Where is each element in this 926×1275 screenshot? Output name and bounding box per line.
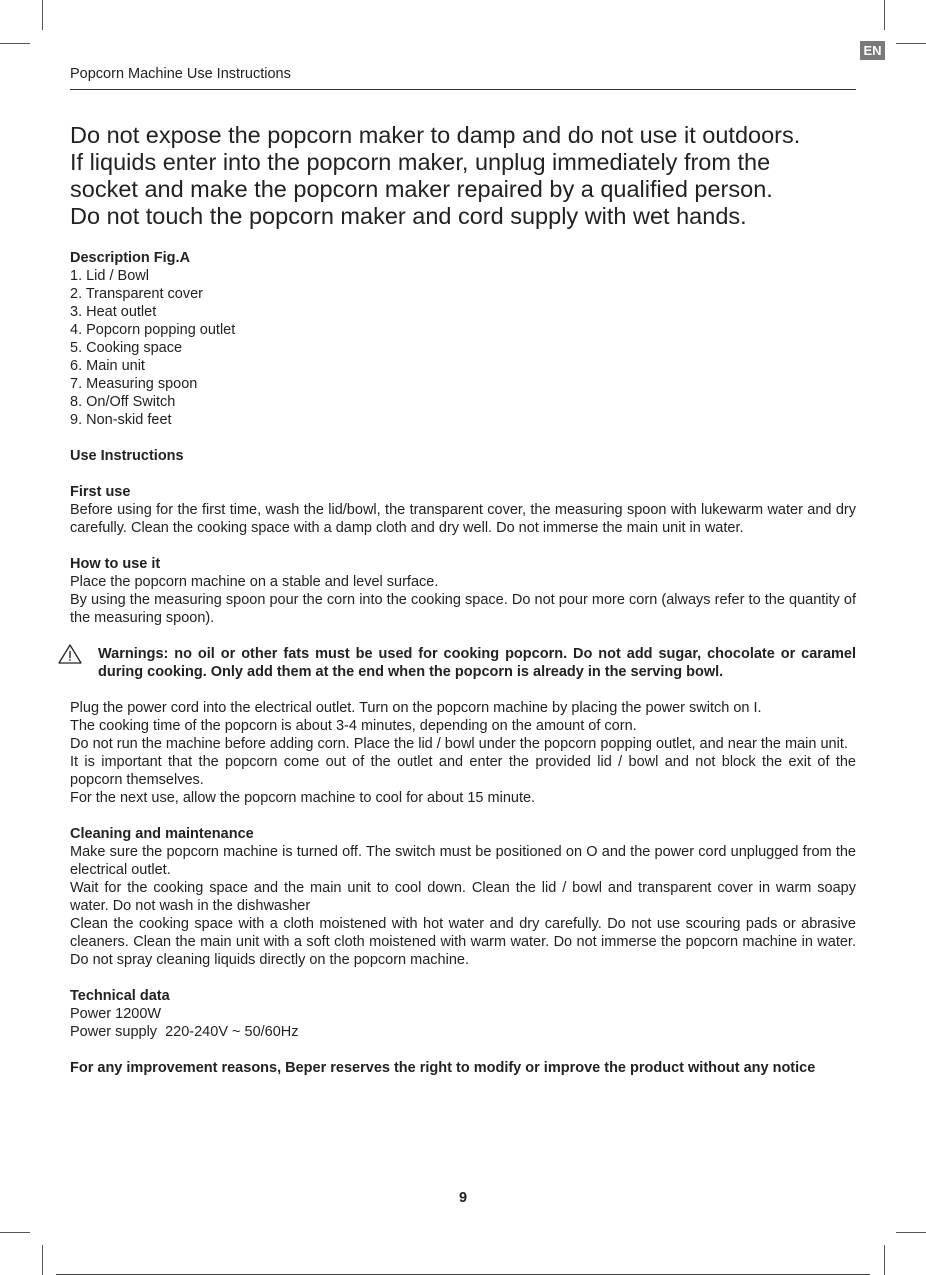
list-item: 9. Non-skid feet [70, 412, 172, 428]
technical-supply: Power supply 220-240V ~ 50/60Hz [70, 1024, 299, 1040]
first-use-text: Before using for the first time, wash the lid/bowl, the transparent cover, the measuring spoon with lukewarm water and dry carefully. Clean the cooking space with a damp cloth and dry well. Do not immerse the main unit in water. [70, 502, 856, 536]
crop-mark [884, 1245, 885, 1275]
list-item: 8. On/Off Switch [70, 394, 176, 410]
safety-lead [70, 122, 856, 230]
how-to-use-heading: How to use it [70, 556, 161, 572]
first-use-heading: First use [70, 484, 131, 500]
technical-power: Power 1200W [70, 1006, 162, 1022]
cleaning-text: Clean the cooking space with a cloth moistened with hot water and dry carefully. Do not use scouring pads or abrasive cleaners. Clean the main unit with a soft cloth moistened with warm water. Do not immerse the popcorn machine in water. Do not spray cleaning liquids directly on the popcorn machine. [70, 916, 856, 968]
crop-mark [896, 43, 926, 44]
warning-text: Warnings: no oil or other fats must be used for cooking popcorn. Do not add sugar, chocolate or caramel during cooking. Only add them at the end when the popcorn is already in the serving bowl. [98, 646, 856, 680]
crop-mark [42, 0, 43, 30]
lead-line: socket and make the popcorn maker repaired by a qualified person. [70, 176, 773, 202]
how-to-use-text: Place the popcorn machine on a stable and level surface. [70, 574, 439, 590]
cleaning-text: Wait for the cooking space and the main unit to cool down. Clean the lid / bowl and transparent cover in warm soapy water. Do not wash in the dishwasher [70, 880, 856, 914]
crop-mark [0, 43, 30, 44]
list-item: 3. Heat outlet [70, 304, 157, 320]
crop-mark [884, 0, 885, 30]
how-to-use-text: By using the measuring spoon pour the corn into the cooking space. Do not pour more corn (always refer to the quantity of the measuring spoon). [70, 592, 856, 626]
page-header-title: Popcorn Machine Use Instructions [70, 66, 291, 82]
list-item: 5. Cooking space [70, 340, 183, 356]
crop-mark [42, 1245, 43, 1275]
technical-heading: Technical data [70, 988, 170, 1004]
list-item: 4. Popcorn popping outlet [70, 322, 236, 338]
crop-mark [0, 1232, 30, 1233]
use-instructions-heading: Use Instructions [70, 448, 184, 464]
cleaning-heading: Cleaning and maintenance [70, 826, 254, 842]
lead-line: Do not expose the popcorn maker to damp and do not use it outdoors. [70, 122, 801, 148]
step-text: It is important that the popcorn come out of the outlet and enter the provided lid / bowl and not block the exit of the popcorn themselves. [70, 754, 856, 788]
warning-icon [58, 644, 82, 664]
step-text: Plug the power cord into the electrical outlet. Turn on the popcorn machine by placing the power switch on I. [70, 700, 762, 716]
description-heading: Description Fig.A [70, 250, 191, 266]
warning-block [70, 645, 856, 681]
list-item: 1. Lid / Bowl [70, 268, 149, 284]
step-text: The cooking time of the popcorn is about 3-4 minutes, depending on the amount of corn. [70, 718, 637, 734]
language-badge: EN [860, 41, 885, 60]
improvement-notice: For any improvement reasons, Beper reserves the right to modify or improve the product without any notice [70, 1060, 816, 1076]
main-content [70, 122, 856, 1077]
list-item: 7. Measuring spoon [70, 376, 198, 392]
crop-mark [896, 1232, 926, 1233]
lead-line: If liquids enter into the popcorn maker, unplug immediately from the [70, 149, 771, 175]
list-item: 6. Main unit [70, 358, 145, 374]
header-divider [70, 89, 856, 90]
parts-list [70, 267, 856, 429]
lead-line: Do not touch the popcorn maker and cord supply with wet hands. [70, 203, 747, 229]
cleaning-text: Make sure the popcorn machine is turned off. The switch must be positioned on O and the power cord unplugged from the electrical outlet. [70, 844, 856, 878]
step-text: Do not run the machine before adding corn. Place the lid / bowl under the popcorn popping outlet, and near the main unit. [70, 736, 848, 752]
list-item: 2. Transparent cover [70, 286, 203, 302]
step-text: For the next use, allow the popcorn machine to cool for about 15 minute. [70, 790, 536, 806]
page-number: 9 [458, 1190, 468, 1206]
